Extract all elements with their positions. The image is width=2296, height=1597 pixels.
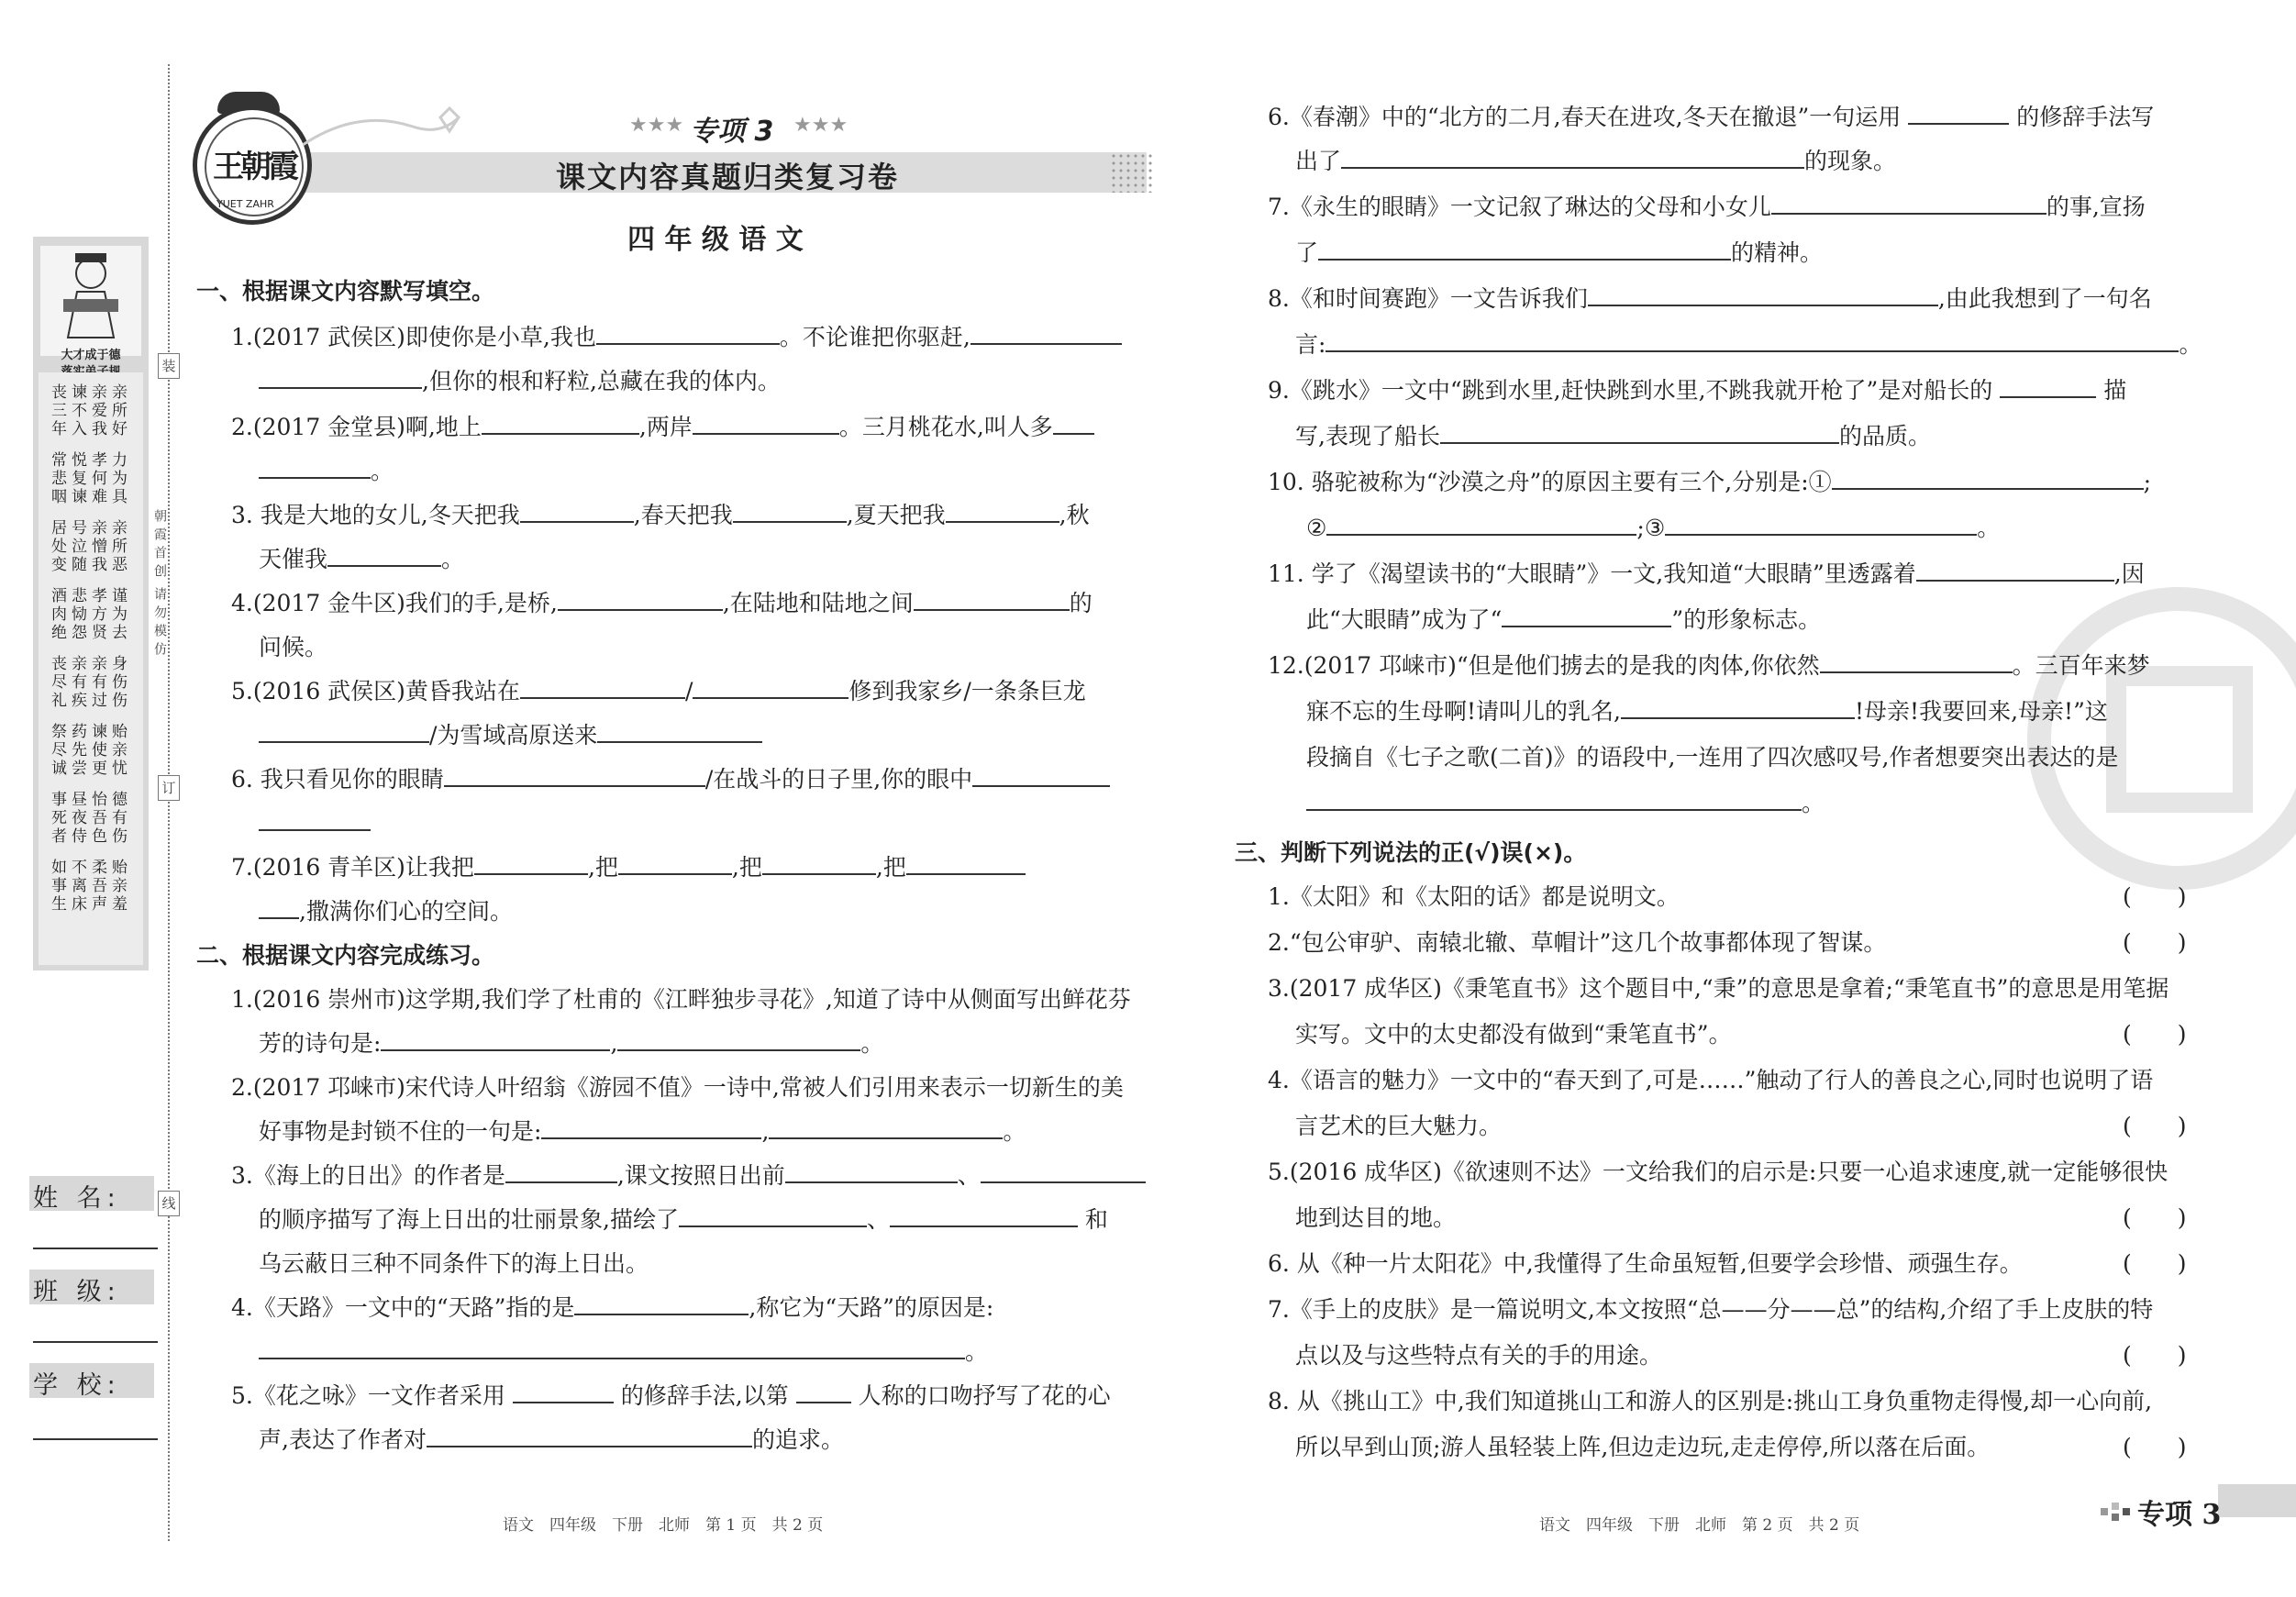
answer-blank[interactable]	[574, 1293, 749, 1315]
question-line: 出了 的现象。	[1295, 148, 1897, 174]
question-line: 寐不忘的生母啊!请叫儿的乳名, !母亲!我要回来,母亲!”这	[1306, 698, 2108, 725]
answer-blank[interactable]	[444, 765, 705, 787]
answer-blank[interactable]	[914, 589, 1070, 611]
judgement-item: 1.《太阳》和《太阳的话》都是说明文。	[1268, 883, 1680, 910]
answer-blank[interactable]	[1621, 697, 1855, 719]
question-line: ② ;③ 。	[1306, 515, 2001, 541]
question-line: 天催我 。	[259, 546, 465, 572]
poem-group: 酒悲孝谨 肉恸方为 绝怨贤去	[51, 587, 132, 642]
answer-blank[interactable]	[259, 809, 371, 831]
answer-blank[interactable]	[890, 1205, 1078, 1227]
question-line: 2.(2017 邛崃市)宋代诗人叶绍翁《游园不值》一诗中,常被人们引用来表示一切新生的美	[231, 1074, 1124, 1101]
question-line: 5.(2016 武侯区)黄昏我站在 / 修到我家乡/一条条巨龙	[231, 678, 1086, 704]
answer-parens[interactable]: ( )	[2123, 1021, 2187, 1048]
question-line: 6.《春潮》中的“北方的二月,春天在进攻,冬天在撤退”一句运用 的修辞手法写	[1268, 104, 2155, 130]
poem-group: 常悦孝力 悲复何为 咽谏难具	[51, 451, 132, 506]
class-label: 班 级:	[33, 1278, 121, 1306]
school-label: 学 校:	[33, 1371, 121, 1400]
answer-blank[interactable]	[596, 323, 780, 345]
seal-char-1: 装	[158, 353, 180, 379]
answer-blank[interactable]	[1325, 330, 2179, 352]
answer-blank[interactable]	[259, 721, 429, 743]
answer-blank[interactable]	[1832, 468, 2144, 490]
answer-blank[interactable]	[259, 1337, 965, 1359]
poem-group: 如不柔贻 事离吾亲 生床声羞	[51, 859, 132, 914]
question-line: 此“大眼睛”成为了“ ”的形象标志。	[1306, 606, 1822, 633]
answer-blank[interactable]	[1440, 422, 1839, 444]
question-line: 的顺序描写了海上日出的壮丽景象,描绘了 、 和	[259, 1206, 1108, 1233]
answer-blank[interactable]	[2000, 376, 2096, 398]
seal-char-3: 线	[158, 1191, 180, 1216]
answer-parens[interactable]: ( )	[2123, 929, 2187, 956]
answer-parens[interactable]: ( )	[2123, 1113, 2187, 1139]
judgement-item: 3.(2017 成华区)《秉笔直书》这个题目中,“秉”的意思是拿着;“秉笔直书”的意思是用笔据	[1268, 975, 2169, 1002]
question-line: 7.(2016 青羊区)让我把 ,把 ,把 ,把	[231, 853, 1026, 882]
stars-left: ★★★	[629, 114, 684, 137]
judgement-item: 6. 从《种一片太阳花》中,我懂得了生命虽短暂,但要学会珍惜、顽强生存。	[1268, 1250, 2023, 1277]
question-line: 4.《天路》一文中的“天路”指的是 ,称它为“天路”的原因是:	[231, 1294, 994, 1321]
answer-blank[interactable]	[1588, 284, 1938, 306]
answer-blank[interactable]	[482, 413, 639, 435]
question-line: 4.(2017 金牛区)我们的手,是桥, ,在陆地和陆地之间 的	[231, 590, 1093, 616]
judgement-item: 点以及与这些特点有关的手的用途。	[1295, 1342, 1663, 1369]
answer-blank[interactable]	[617, 1029, 860, 1051]
question-line: 1.(2016 崇州市)这学期,我们学了杜甫的《江畔独步寻花》,知道了诗中从侧面写出鲜花芬	[231, 986, 1131, 1013]
answer-blank[interactable]	[693, 677, 849, 699]
question-line: 段摘自《七子之歌(二首)》的语段中,一连用了四次感叹号,作者想要突出表达的是	[1306, 744, 2119, 771]
question-line	[259, 809, 371, 838]
answer-blank[interactable]	[558, 589, 723, 611]
badge-bar	[2218, 1484, 2296, 1517]
question-line: 芳的诗句是: , 。	[259, 1030, 884, 1057]
poem-group: 祭药谏贻 尽先使亲 诚尝更忧	[51, 723, 132, 778]
answer-blank[interactable]	[762, 853, 876, 875]
question-line: /为雪域高原送来	[259, 721, 762, 750]
answer-blank[interactable]	[1318, 238, 1731, 261]
answer-parens[interactable]: ( )	[2123, 1250, 2187, 1277]
vertical-note-1: 朝霞首创	[152, 509, 167, 582]
answer-blank[interactable]	[1916, 560, 2114, 582]
page-subtitle: 四 年 级 语 文	[627, 224, 804, 256]
question-line: 8.《和时间赛跑》一文告诉我们 ,由此我想到了一句名	[1268, 285, 2152, 312]
watermark-seal-icon	[2027, 587, 2296, 890]
sidebar-panel	[33, 237, 149, 970]
question-line: 写,表现了船长 的品质。	[1295, 423, 1931, 449]
judgement-item: 2.“包公审驴、南辕北辙、草帽计”这几个故事都体现了智谋。	[1268, 929, 1887, 956]
section-2-title: 二、根据课文内容完成练习。	[196, 942, 495, 969]
answer-blank[interactable]	[1665, 514, 1977, 536]
question-line: ,但你的根和籽粒,总藏在我的体内。	[259, 367, 781, 396]
section-1-title: 一、根据课文内容默写填空。	[196, 278, 495, 305]
answer-blank[interactable]	[971, 323, 1122, 345]
answer-blank[interactable]	[541, 1117, 761, 1139]
section-badge: 专项 3	[2137, 1499, 2222, 1531]
question-line: 2.(2017 金堂县)啊,地上 ,两岸 。三月桃花水,叫人多	[231, 413, 1094, 442]
answer-parens[interactable]: ( )	[2123, 883, 2187, 910]
answer-blank[interactable]	[520, 501, 634, 523]
judgement-item: 实写。文中的太史都没有做到“秉笔直书”。	[1295, 1021, 1732, 1048]
judgement-item: 4.《语言的魅力》一文中的“春天到了,可是……”触动了行人的善良之心,同时也说明了语	[1268, 1067, 2154, 1093]
answer-blank[interactable]	[946, 501, 1059, 523]
answer-blank[interactable]	[1326, 514, 1636, 536]
answer-blank[interactable]	[618, 853, 732, 875]
question-line: 了 的精神。	[1295, 239, 1824, 266]
question-line: 。	[259, 457, 394, 486]
banner-dots	[1110, 152, 1156, 193]
answer-blank[interactable]	[259, 457, 371, 479]
question-line: 3.《海上的日出》的作者是 ,课文按照日出前 、	[231, 1161, 1146, 1191]
logo-subtext: YUET ZAHR	[216, 198, 274, 210]
answer-blank[interactable]	[1502, 605, 1671, 627]
question-line: 1.(2017 武侯区)即使你是小草,我也 。不论谁把你驱赶,	[231, 323, 1122, 352]
question-line: 。	[259, 1337, 988, 1367]
vertical-note-2: 请勿模仿	[152, 587, 167, 660]
judgement-item: 地到达目的地。	[1295, 1204, 1457, 1231]
badge-dots-icon	[2101, 1495, 2137, 1523]
question-line: 3. 我是大地的女儿,冬天把我 ,春天把我 ,夏天把我 ,秋	[231, 502, 1090, 528]
question-line: ,撒满你们心的空间。	[259, 897, 513, 926]
question-line: 11. 学了《渴望读书的“大眼睛”》一文,我知道“大眼睛”里透露着 ,因	[1268, 560, 2145, 587]
judgement-item: 7.《手上的皮肤》是一篇说明文,本文按照“总——分——总”的结构,介绍了手上皮肤的特	[1268, 1296, 2154, 1323]
binding-line	[168, 64, 170, 1541]
answer-blank[interactable]	[972, 765, 1110, 787]
answer-blank[interactable]	[679, 1205, 867, 1227]
name-field[interactable]	[33, 1248, 158, 1249]
answer-blank[interactable]	[733, 501, 847, 523]
section-3-title: 三、判断下列说法的正(√)误(×)。	[1235, 839, 1587, 866]
answer-blank[interactable]	[427, 1425, 752, 1447]
scholar-figure-icon	[40, 246, 141, 356]
answer-blank[interactable]	[785, 1161, 958, 1183]
answer-blank[interactable]	[906, 853, 1026, 875]
school-field[interactable]	[33, 1438, 158, 1440]
answer-parens[interactable]: ( )	[2123, 1204, 2187, 1231]
answer-blank[interactable]	[1908, 103, 2009, 125]
page-footer-left: 语文 四年级 下册 北师 第 1 页 共 2 页	[503, 1516, 824, 1535]
answer-blank[interactable]	[1820, 651, 2013, 673]
poem-panel	[39, 372, 143, 965]
poem-group: 事昼怡德 死夜吾有 者侍色伤	[51, 791, 132, 846]
answer-blank[interactable]	[981, 1161, 1146, 1183]
answer-blank[interactable]	[796, 1381, 851, 1403]
question-line: 7.《永生的眼睛》一文记叙了琳达的父母和小女儿 的事,宣扬	[1268, 194, 2146, 220]
answer-blank[interactable]	[1053, 413, 1094, 435]
answer-blank[interactable]	[1306, 789, 1802, 811]
answer-blank[interactable]	[693, 413, 839, 435]
answer-blank[interactable]	[381, 1029, 610, 1051]
ribbon-decoration-icon	[303, 99, 468, 154]
answer-parens[interactable]: ( )	[2123, 1434, 2187, 1460]
answer-blank[interactable]	[513, 1381, 614, 1403]
page-title: 课文内容真题归类复习卷	[556, 160, 900, 194]
poem-group: 丧谏亲亲 三不爱所 年入我好	[51, 383, 132, 438]
answer-blank[interactable]	[1771, 193, 2046, 215]
question-line: 10. 骆驼被称为“沙漠之舟”的原因主要有三个,分别是:① ;	[1268, 469, 2152, 495]
logo-text: 王朝霞	[205, 117, 304, 216]
question-line: 12.(2017 邛崃市)“但是他们掳去的是我的肉体,你依然 。三百年来梦	[1268, 652, 2150, 679]
poem-group: 居号亲亲 处泣憎所 变随我恶	[51, 519, 132, 574]
question-line: 问候。	[259, 634, 328, 660]
answer-parens[interactable]: ( )	[2123, 1342, 2187, 1369]
name-label: 姓 名:	[33, 1184, 121, 1213]
answer-blank[interactable]	[327, 545, 441, 567]
judgement-item: 8. 从《挑山工》中,我们知道挑山工和游人的区别是:挑山工身负重物走得慢,却一心向前,	[1268, 1388, 2153, 1414]
class-field[interactable]	[33, 1341, 158, 1343]
motto-line-1: 大才成于德	[61, 349, 121, 362]
question-line: 言: 。	[1295, 331, 2202, 358]
poem-group: 丧亲亲身 尽有有伤 礼疾过伤	[51, 655, 132, 710]
answer-blank[interactable]	[1341, 147, 1804, 169]
answer-blank[interactable]	[474, 853, 588, 875]
judgement-item: 言艺术的巨大魅力。	[1295, 1113, 1503, 1139]
answer-blank[interactable]	[259, 897, 299, 919]
question-line: 6. 我只看见你的眼睛 /在战斗的日子里,你的眼中	[231, 765, 1110, 794]
seal-char-2: 订	[158, 775, 180, 801]
answer-blank[interactable]	[259, 367, 422, 389]
special-label: 专项 3	[690, 116, 774, 148]
question-line: 声,表达了作者对 的追求。	[259, 1426, 844, 1453]
answer-blank[interactable]	[505, 1161, 617, 1183]
answer-blank[interactable]	[597, 721, 762, 743]
judgement-item: 所以早到山顶;游人虽轻装上阵,但边走边玩,走走停停,所以落在后面。	[1295, 1434, 1991, 1460]
page-footer-right: 语文 四年级 下册 北师 第 2 页 共 2 页	[1539, 1516, 1860, 1535]
question-line: 好事物是封锁不住的一句是: , 。	[259, 1118, 1026, 1145]
question-line: 。	[1306, 789, 1825, 818]
question-line: 5.《花之咏》一文作者采用 的修辞手法,以第 人称的口吻抒写了花的心	[231, 1382, 1111, 1409]
question-line: 乌云蔽日三种不同条件下的海上日出。	[259, 1250, 649, 1277]
question-line: 9.《跳水》一文中“跳到水里,赶快跳到水里,不跳我就开枪了”是对船长的 描	[1268, 377, 2127, 404]
answer-blank[interactable]	[520, 677, 685, 699]
stars-right: ★★★	[793, 114, 849, 137]
judgement-item: 5.(2016 成华区)《欲速则不达》一文给我们的启示是:只要一心追求速度,就一定能够很快	[1268, 1159, 2168, 1185]
answer-blank[interactable]	[769, 1117, 1003, 1139]
